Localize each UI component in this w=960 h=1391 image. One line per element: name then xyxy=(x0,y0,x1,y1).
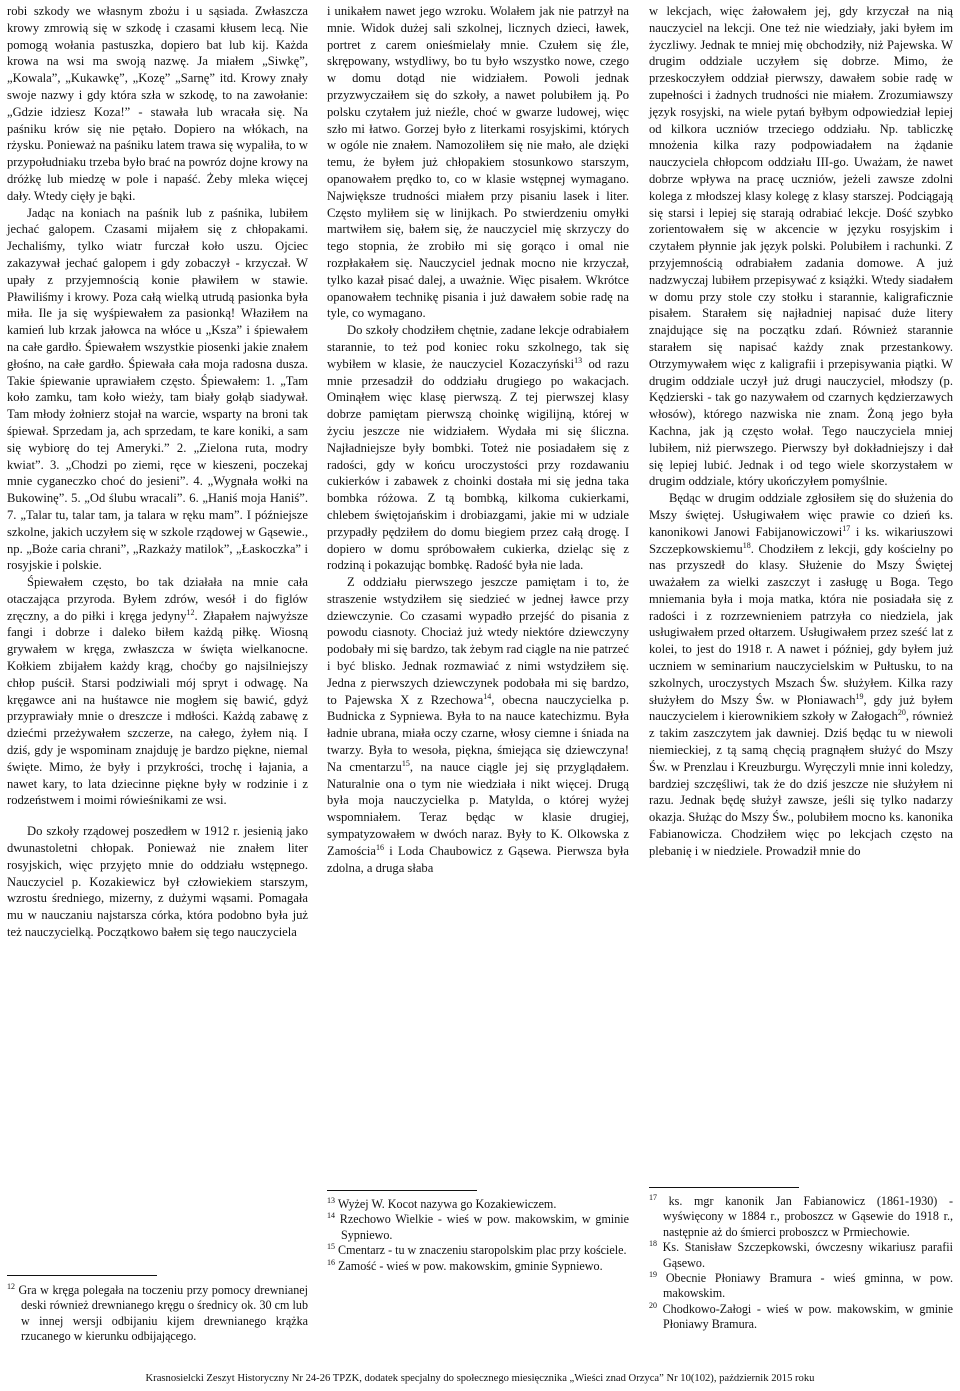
text-run: i Loda Chaubowicz z Gąsewa. Pierwsza była zdolna, a druga słaba xyxy=(327,843,629,875)
text-run: Do szkoły rządowej poszedłem w 1912 r. jesienią jako dwunastoletni chłopak. Ponieważ nie znałem liter rosyjskich, więc przyjęto mnie do oddziału wstępnego. Nauczyciel p. Kozakiewicz był człowiekiem starszym, wzrostu średniego, mizerny, z dużymi wąsami. Pomagała mu w nauczaniu najstarsza córka, która podobno była już też nauczycielką. Początkowo bałem się tego nauczyciela xyxy=(7,824,308,940)
text-run: Śpiewałem często, bo tak działała na mnie cała otaczająca przyroda. Byłem zdrów, wesół i do figlów zręczny, a do piłki i kręga jedyny xyxy=(7,575,308,623)
text-run: Zamość - wieś w pow. makowskim, gminie Sypniewo. xyxy=(338,1258,603,1273)
footnote-ref: 13 xyxy=(574,355,583,365)
footnotes-left xyxy=(7,1283,308,1345)
footnote-ref: 19 xyxy=(855,691,864,701)
text-run: , również z takim zaszczytem jak dawniej. Dziś będąc tu w niewoli niemieckiej, z tą samą chęcią pragnąłem służyć do Mszy Św. w Prenzlau i Kreuzburgu. Wyręczyli mnie inni koledzy, bardziej szczęśliwi, tak że do dziś jeszcze nie służyłem ni razu. Jednak będę służył zawsze, jeśli się tylko nadarzy okazja. Służąc do Mszy Św., polubiłem mocno ks. kanonika Fabianowicza. Chodziłem więc po lekcjach często na plebanię i w niedziele. Prowadził mnie do xyxy=(649,709,954,858)
footnote-rule-left xyxy=(7,1275,157,1276)
footnote-ref: 18 xyxy=(649,1239,657,1249)
footnote-ref: 12 xyxy=(186,607,195,617)
footnote xyxy=(649,1240,953,1271)
text-run: Ks. Stanisław Szczepkowski, ówczesny wikariusz parafii Gąsewo. xyxy=(662,1240,953,1270)
text-run: w lekcjach, więc żałowałem jej, gdy krzyczał na nią nauczyciel na lekcji. One też nie wiedziały, jaki byłem im życzliwy. Jednak te mniej mię obchodziły, niż Pajewska. W drugim oddziale uczyłem się dobrze. Mimo, że przeskoczyłem oddział pierwszy, dawałem sobie radę w zupełności i żadnych trudności nie miałem. Zrozumiawszy język rosyjski, na wiele pytań byłbym odpowiedział lepiej od kilkora uczniów trzeciego oddziału. Np. tabliczkę mnożenia kilka razy podpowiadałem na żądanie nauczyciela chłopcom oddziału III-go. Uważam, że nawet dobrze wpływa na pracę uczniów, jeżeli zawsze zdolni kolega z młodszej klasy kolegę z klasy starszej. Podciągają się starsi i lepiej się starają odrabiać lekcje. Dość szybko zorientowałem się w akcencie w języku rosyjskim i czytałem płynnie jak język polski. Polubiłem i rachunki. Z przyjemnością odrabiałem zadania domowe. A już nadzwyczaj lubiłem przepisywać z książki. Wtedy siadałem w domu przy stole czy stołku i starannie, kaligraficznie pisałem. Starałem się najładniej napisać duże litery znajdujące się na początku zdań. Również starannie starałem się napisać każdy znak przestankowy. Otrzymywałem więc z kaligrafii i przepisywania piątki. W drugim oddziale uczył już drugi nauczyciel, młodszy (p. Kędzierski - tak go nazywałem od czarnych kędzierzawych włosów), którego nazwiska nie znam. Żoną jego była Kachna, jak ją często wołał. Tego nauczyciela mniej lubiłem, niż pierwszego. Pierwszy był dokładniejszy i dał się lepiej lubić. Jednak i od tego wiele skorzystałem w drugim oddziale, który ukończyłem pomyślnie. xyxy=(649,4,953,489)
text-run: Obecnie Płoniawy Bramura - wieś gminna, w pow. makowskim. xyxy=(663,1271,954,1301)
paragraph xyxy=(7,3,308,205)
text-column-left xyxy=(7,3,308,941)
footnote-ref: 14 xyxy=(483,691,492,701)
footnote-ref: 15 xyxy=(401,758,410,768)
text-run: . Złapałem najwyższe fangi i dobrze i daleko biłem każdą piłkę. Wiosną grywałem w kręga, zwłaszcza w święta wielkanocne. Kołkiem zbijałem każdy krąg, choćby go najsilniejszy chłop puścił. Starsi podziwiali mój spryt i odwagę. Na kręgawce ani na huśtawce nie mogłem się bawić, gdyż przyprawiały mnie o dreszcze i mdłości. Każdą zabawę z dziećmi przeżywałem szczerze, na całego, żyłem nią. I dziś, gdy je wspominam znajduję je bardzo piękne, niemal święte. Mimo, że były i przykrości, trochę i łajania, a nawet kary, to lata dziecinne piękne były w rodzinie i z rodzeństwem i moimi rówieśnikami ze wsi. xyxy=(7,608,308,808)
footnote xyxy=(649,1302,953,1333)
text-run: robi szkody we własnym zbożu i u sąsiada. Zwłaszcza krowy zmrowią się w szkodę i czasami kłusem lecą. Nie pomogą wołania pastuszka, dopiero bat lub kij. Każda krowa na wsi ma swoją nazwę. Ja miałem „Siwkę”, „Kowala”, „Kukawkę”, „Kozę” „Sarnę” itd. Krowy znały swoje nazwy i gdy która szła w szkodę, to na zawołanie: „Gdzie idziesz Koza!” - stawała lub wracała się. Na paśniku krów się nie pętało. Dopiero na włókach, na rżysku. Ponieważ na paśniku latem trawa się wypaliła, to w przypołudniaku trzeba było brać na powróz dojne krowy na dróżkę lub miedzę w pole i napaść. Żeby mleka więcej dały. Wtedy cięły je bąki. xyxy=(7,4,308,203)
footnotes-right xyxy=(649,1194,953,1333)
footnote xyxy=(327,1212,629,1243)
paragraph xyxy=(7,823,308,941)
paragraph xyxy=(649,3,953,490)
text-column-right xyxy=(649,3,953,860)
footnotes-middle xyxy=(327,1197,629,1274)
paragraph xyxy=(327,3,629,322)
footnote-ref: 19 xyxy=(649,1270,657,1279)
footnote-ref: 15 xyxy=(327,1242,335,1252)
text-run: Jadąc na koniach na paśnik lub z paśnika, lubiłem jechać galopem. Czasami mijałem się z chłopakami. Jechaliśmy, tylko wiatr furczał koło uszu. Ojciec zakazywał jechać galopem i gdy zobaczył - krzyczał. W upały z przyjemnością konie pławiłem w stawie. Pławiliśmy i krowy. Poza całą wielką utrudą pasionka była miła. Ile ja się wyśpiewałem za pasionką! Właziłem na kamień lub krzak jałowca na włóce u „Ksza” i śpiewałem na całe gardło. Śpiewałem wszystkie piosenki jakie znałem głośno, na całe gardło. Śpiewała cała moja radosna dusza. Takie śpiewanie uprawiałem często. Śpiewałem: 1. „Tam koło zamku, tam koło wieży, tam biały gołąb siadywał. Tam młody żołnierz stojał na warcie, wsparty na broni tak śpiewał. Sprzedam ja, ach sprzedam, te kare koniki, a sam się wybiorę do tej Ameryki.” 2. „Zielona ruta, modry kwiat”. 3. „Chodzi po ziemi, ręce w kieszeni, poczekaj mnie cyganeczko choć do jesieni”. 4. „Wygnała wołki na Bukowinę”. 5. „Od ślubu wracali”. 6. „Haniś moja Haniś”. 7. „Talar tu, talar tam, ja talara w ręku mam”. I późniejsze szkolne, jakich uczyłem się w szkole rządowej w Gąsewie., np. „Boże caria chrani”, „Razkaży matilok”, „Łaskoczka” i rosyjskie i polskie. xyxy=(7,205,308,573)
footnote-ref: 16 xyxy=(375,842,384,852)
footnote xyxy=(649,1271,953,1302)
footnote-ref: 17 xyxy=(842,523,851,533)
text-run: Wyżej W. Kocot nazywa go Kozakiewiczem. xyxy=(337,1197,557,1211)
footnote-ref: 16 xyxy=(327,1257,335,1267)
footnote xyxy=(327,1259,629,1274)
footnote-ref: 13 xyxy=(327,1195,335,1205)
text-run: i ks. wikariuszowi Szczepkowskiemu xyxy=(649,524,953,556)
footnote-rule-right xyxy=(649,1187,799,1188)
text-run: Gra w kręga polegała na toczeniu przy pomocy drewnianej deski również drewnianego kręgu o średnicy ok. 30 cm lub w innej wersji odbijaniu kijem drewnianego krążka rzucanego w kierunku odbijającego. xyxy=(18,1283,308,1344)
text-run: ks. mgr kanonik Jan Fabianowicz (1861-1930) - wyświęcony w 1884 r., proboszcz w Gąsewie do 1918 r., następnie aż do śmierci proboszcz w Prmiechowie. xyxy=(663,1194,953,1239)
text-run: Cmentarz - tu w znaczeniu staropolskim plac przy kościele. xyxy=(338,1243,627,1258)
text-run: Z oddziału pierwszego jeszcze pamiętam i to, że straszenie wstydziłem się siedzieć w jednej ławce przy dziewczynie. Co czasami wypadło przejść do pisania z powodu ciasnoty. Chociaż już wtedy niektóre dziewczyny podobały mi się bardzo, tak żebym rad ciągle na nie patrzeć i być blisko. Jednak rozmawiać z nimi wstydziłem się. Jedna z pierwszych dziewczynek podobała mi się bardzo, to Pajewska X z Rzechowa xyxy=(327,575,629,707)
text-run: Rzechowo Wielkie - wieś w pow. makowskim, w gminie Sypniewo. xyxy=(339,1212,629,1242)
text-run: , na nauce ciągle jej się przyglądałem. Naturalnie ona o tym nie wiedziała i nikt więcej. Drugą była moja nauczycielka p. Matylda, o której wyżej wspomniałem. Teraz będąc w klasie drugiej, sympatyzowałem w dwóch naraz. Były to K. Olkowska z Zamościa xyxy=(327,759,629,858)
paragraph xyxy=(7,574,308,809)
text-run: Będąc w drugim oddziale zgłosiłem się do służenia do Mszy świętej. Usługiwałem więc prawie co dzień ks. kanonikowi Janowi Fabijanowiczowi xyxy=(649,491,953,539)
footnote xyxy=(327,1197,629,1212)
paragraph xyxy=(327,574,629,876)
footnote-ref: 20 xyxy=(897,708,906,718)
text-run: . Chodziłem z lekcji, gdy kościelny po nas przyszedł do klasy. Służenie do Mszy Świętej uważałem za wielki zaszczyt i zasługę u Boga. Tego mniemania była i moja matka, która nie posiadała się z radości i z rozrzewnieniem patrzyła co niedziela, jak usługiwałem przed ołtarzem. Usługiwałem przez sześć lat z kolei, to jest do 1918 r. A nawet i później, gdy byłem już uczniem w seminarium nauczycielskim w Pułtusku, to na szkolnych, uroczystych Mszach Św. służyłem. Kilka razy służyłem do Mszy Św. w Płoniawach xyxy=(649,541,953,707)
paragraph xyxy=(7,205,308,575)
footnote-rule-middle xyxy=(327,1190,477,1191)
footnote xyxy=(7,1283,308,1345)
paragraph xyxy=(327,322,629,574)
footnote-ref: 12 xyxy=(7,1281,15,1291)
text-run: , gdy już byłem nauczycielem i kierownikiem szkoły w Załogach xyxy=(649,692,953,724)
footnote-ref: 14 xyxy=(327,1211,335,1221)
footnote xyxy=(649,1194,953,1240)
text-run: Do szkoły chodziłem chętnie, zadane lekcje odrabiałem starannie, to też pod koniec roku szkolnego, tak się wybiłem w klasie, że nauczyciel Kozaczyński xyxy=(327,323,629,371)
text-run: Chodkowo-Załogi - wieś w pow. makowskim, w gminie Płoniawy Bramura. xyxy=(662,1301,953,1332)
footnote-ref: 18 xyxy=(742,540,751,550)
paragraph xyxy=(649,490,953,860)
text-run: i unikałem nawet jego wzroku. Wolałem jak nie patrzył na mnie. Widok dużej sali szkolnej, licznych dzieci, ławek, portret z carem onieśmielały mnie. Czułem się źle, skrępowany, wstydliwy, bo tu było wszystko nowe, czego w domu dotąd nie widziałem. Powoli jednak przyzwyczaiłem się do szkoły, a nawet polubiłem ją. Po polsku czytałem już nieźle, choć w gwarze ludowej, więc szło mi łatwo. Gorzej było z literkami rosyjskimi, których w ogóle nie znałem. Namozoliłem się nie mało, ale dzięki temu, że byłem już chłopakiem stosunkowo starszym, opanowałem prędko to, co w klasie wstępnej wymagano. Największe trudności miałem przy pisaniu lasek i liter. Często myliłem się w linijkach. Po stwierdzeniu omyłki martwiłem się, bałem się, że nauczyciel mię skrzyczy do tego stopnia, że zrobiło mi się gorąco i omal nie rozpłakałem się. Nauczyciel jednak mocno nie krzyczał, tylko kazał pisać dalej, a uważnie. Więc pisałem. Wkrótce opanowałem technikę pisania i już dawałem sobie radę na tyle, co wymagano. xyxy=(327,4,629,321)
footnote-ref: 20 xyxy=(649,1300,657,1310)
text-column-middle xyxy=(327,3,629,876)
page-footer: Krasnosielcki Zeszyt Historyczny Nr 24-26 TPZK, dodatek specjalny do społecznego miesięcznika „Wieści znad Orzyca” Nr 10(102), październik 2015 roku xyxy=(145,1373,815,1384)
text-run: od razu mnie przesadził do oddziału drugiego po wakacjach. Ominąłem więc klasę pierwszą. Z tej pierwszej klasy dobrze pamiętam pierwszą choinkę wigilijną, której w życiu jeszcze nie widziałem. Wydała mi się śliczna. Najładniejsze były bombki. Toteż nie posiadałem się z radości, gdy w końcu uroczystości przy rozdawaniu cukierków i zabawek z choinki dostała mi się jedna taka bombka różowa. Z tą bombką, kilkoma cukierkami, chlebem świętojańskim i drobiazgami, jakie mi w udziale przypadły pędziłem do domu biegiem przez całą drogę. I dopiero w domu spróbowałem cukierka, dzieląc się z rodziną i pokazując bombkę. Radość była nie lada. xyxy=(327,356,630,573)
text-run: , obecna nauczycielka p. Budnicka z Sypniewa. Była to na nauce katechizmu. Była ładnie ubrana, miała oczy czarne, włosy ciemne i śniada na twarzy. Była to wesoła, piękna, śmiejąca się dziewczyna! Na cmentarzu xyxy=(327,692,629,774)
footnote-ref: 17 xyxy=(649,1192,657,1202)
footnote xyxy=(327,1243,629,1258)
